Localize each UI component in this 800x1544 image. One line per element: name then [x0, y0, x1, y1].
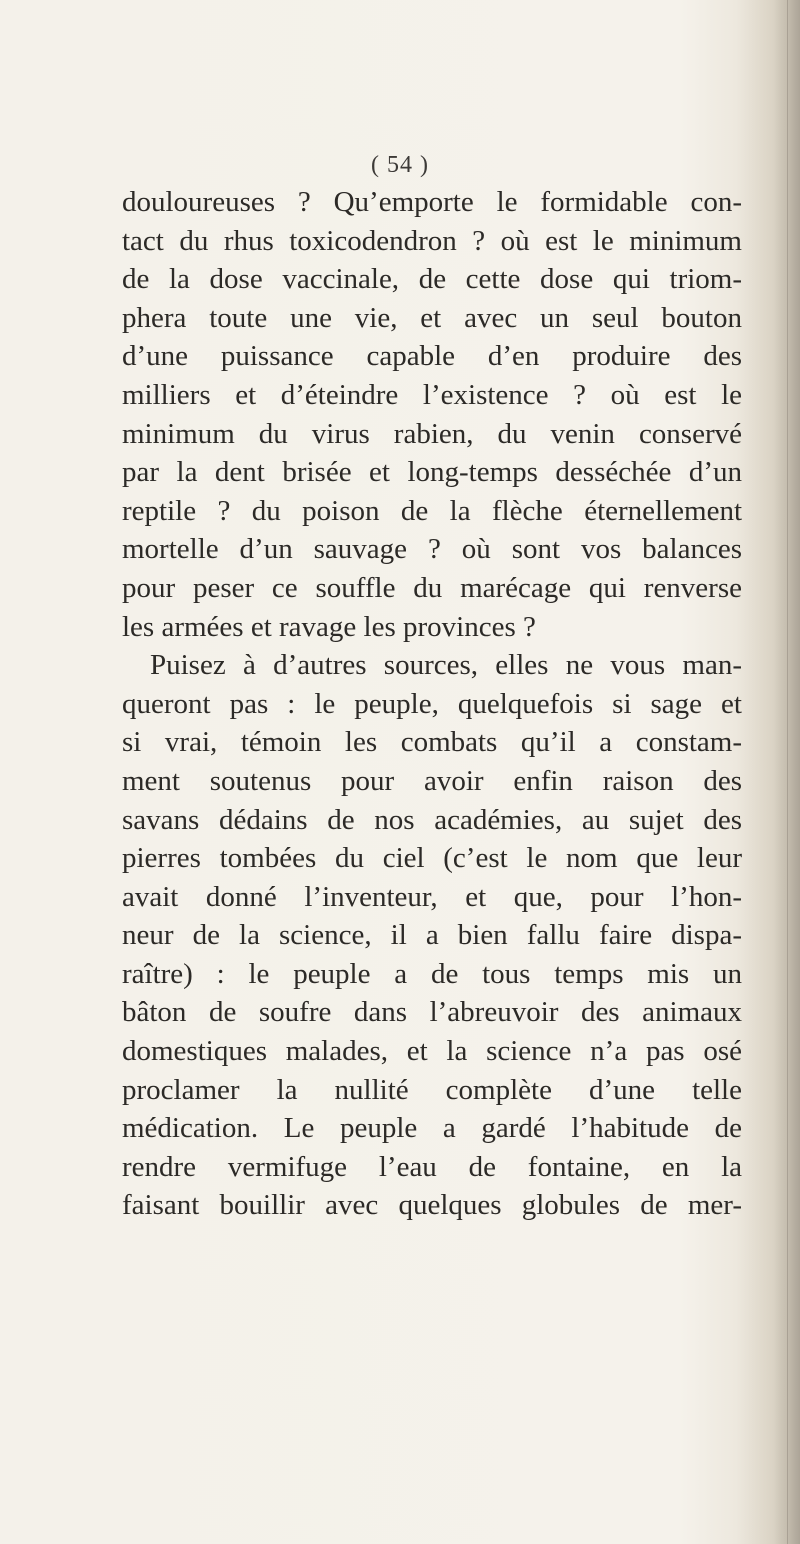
- text-line: d’une puissance capable d’en produire des: [122, 340, 742, 373]
- text-line: si vrai, témoin les combats qu’il a constam-: [122, 726, 742, 759]
- text-line: neur de la science, il a bien fallu faire dispa-: [122, 919, 742, 952]
- text-line: mortelle d’un sauvage ? où sont vos balances: [122, 533, 742, 566]
- text-line: pierres tombées du ciel (c’est le nom que leur: [122, 842, 742, 875]
- text-line: ment soutenus pour avoir enfin raison des: [122, 764, 742, 797]
- text-line: Puisez à d’autres sources, elles ne vous man-: [150, 649, 742, 682]
- text-line: milliers et d’éteindre l’existence ? où est le: [122, 378, 742, 411]
- text-line: les armées et ravage les provinces ?: [122, 610, 536, 643]
- text-line: douloureuses ? Qu’emporte le formidable con-: [122, 186, 742, 218]
- text-line: faisant bouillir avec quelques globules de mer-: [122, 1189, 742, 1222]
- text-line: de la dose vaccinale, de cette dose qui triom-: [122, 263, 742, 296]
- text-line: tact du rhus toxicodendron ? où est le minimum: [122, 224, 742, 257]
- text-line: médication. Le peuple a gardé l’habitude de: [122, 1112, 742, 1145]
- text-line: raître) : le peuple a de tous temps mis un: [122, 957, 742, 990]
- text-line: rendre vermifuge l’eau de fontaine, en la: [122, 1150, 742, 1183]
- text-line: queront pas : le peuple, quelquefois si sage et: [122, 687, 742, 720]
- text-line: minimum du virus rabien, du venin conservé: [122, 417, 742, 450]
- page-number: ( 54 ): [371, 152, 429, 178]
- text-line: reptile ? du poison de la flèche éternellement: [122, 494, 742, 527]
- text-line: avait donné l’inventeur, et que, pour l’hon-: [122, 880, 742, 913]
- text-line: phera toute une vie, et avec un seul bouton: [122, 301, 742, 334]
- text-line: proclamer la nullité complète d’une telle: [122, 1073, 742, 1106]
- page-fold-line: [787, 0, 788, 1544]
- text-line: savans dédains de nos académies, au sujet des: [122, 803, 742, 836]
- text-line: pour peser ce souffle du marécage qui renverse: [122, 571, 742, 604]
- text-line: bâton de soufre dans l’abreuvoir des animaux: [122, 996, 742, 1029]
- text-line: domestiques malades, et la science n’a pas osé: [122, 1035, 742, 1068]
- body-text: [122, 183, 742, 1225]
- text-line: par la dent brisée et long-temps desséchée d’un: [122, 456, 742, 489]
